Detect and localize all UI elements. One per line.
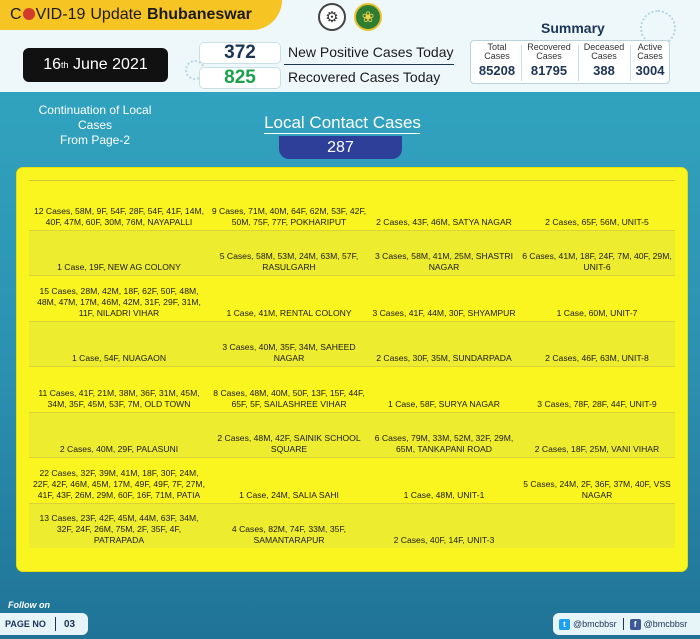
table-cell: 2 Cases, 48M, 42F, SAINIK SCHOOL SQUARE [217,433,361,454]
summary-panel [470,40,670,84]
twitter-handle[interactable]: @bmcbbsr [573,619,617,629]
summary-value: 85208 [478,63,516,78]
table-cell [519,504,675,549]
table-cell: 2 Cases, 43F, 46M, SATYA NAGAR [376,216,512,227]
new-positive-count: 372 [200,43,280,63]
table-cell: 5 Cases, 24M, 2F, 36F, 37M, 40F, VSS NAGAR [523,478,671,500]
summary-label: Cases [484,51,510,61]
facebook-icon[interactable]: f [630,619,641,630]
divider [284,64,454,65]
recovered-label: Recovered Cases Today [288,69,441,85]
social-handles [553,613,700,635]
continuation-note [20,103,170,148]
page-label: PAGE NO [5,619,46,629]
table-cell: 1 Case, 48M, UNIT-1 [403,489,485,500]
table-cell: 22 Cases, 32F, 39M, 41M, 18F, 30F, 24M, 22F, 42F, 46M, 45M, 17M, 49F, 49F, 7F, 27M, 41F, 43F, 26M, 29M, 60F, 16F, 71M, PATIA [33,467,205,500]
table-cell: 15 Cases, 28M, 42M, 18F, 62F, 50F, 48M, 48M, 47M, 17M, 46M, 42M, 31F, 29F, 31M, 11F, NILADRI VIHAR [37,285,201,318]
table-row [29,504,675,549]
table-cell: 12 Cases, 58M, 9F, 54F, 28F, 54F, 41F, 14M, 40F, 47M, 60F, 30M, 76M, NAYAPALLI [33,205,205,227]
table-cell: 3 Cases, 78F, 28F, 44F, UNIT-9 [537,398,657,409]
title-city: Bhubaneswar [146,6,252,23]
table-row [29,458,675,503]
facebook-handle[interactable]: @bmcbbsr [643,619,688,629]
title-banner [0,0,282,30]
page-number-box [0,613,88,635]
summary-recovered [523,43,575,78]
summary-total [475,43,519,78]
divider [630,45,631,81]
summary-value: 81795 [530,63,568,78]
table-cell: 11 Cases, 41F, 21M, 38M, 36F, 31M, 45M, 34M, 35F, 45M, 53F, 7M, OLD TOWN [38,387,200,409]
table-row [29,413,675,458]
date-badge [23,48,168,82]
table-cell: 2 Cases, 65F, 56M, UNIT-5 [545,216,649,227]
table-cell: 1 Case, 19F, NEW AG COLONY [57,262,181,272]
cases-table [29,185,675,548]
summary-label: Cases [637,51,663,61]
summary-value: 3004 [635,63,665,78]
table-row [29,231,675,276]
summary-deceased [580,43,628,78]
virus-icon [23,8,35,20]
summary-label: Recovered [527,42,571,52]
summary-value: 388 [593,63,615,78]
table-cell: 2 Cases, 30F, 35M, SUNDARPADA [376,353,512,363]
continuation-line2: From Page-2 [59,133,131,147]
table-cell: 6 Cases, 79M, 33M, 52M, 32F, 29M, 65M, TANKAPANI ROAD [374,433,514,454]
table-cell: 4 Cases, 82M, 74F, 33M, 35F, SAMANTARAPUR [231,524,347,545]
table-cell: 8 Cases, 48M, 40M, 50F, 13F, 15F, 44F, 65F, 5F, SAILASHREE VIHAR [213,387,365,409]
table-cell: 13 Cases, 23F, 42F, 45M, 44M, 63F, 34M, 32F, 24F, 26M, 75M, 2F, 35F, 4F, PATRAPADA [39,513,199,545]
table-cell: 2 Cases, 18F, 25M, VANI VIHAR [534,444,660,454]
table-cell: 9 Cases, 71M, 40M, 64F, 62M, 53F, 42F, 50M, 75F, 77F, POKHARIPUT [211,205,367,227]
divider [264,133,420,134]
date-day: 16 [43,56,62,73]
table-cell: 3 Cases, 58M, 41M, 25M, SHASTRI NAGAR [374,251,514,272]
local-cases-count: 287 [279,136,402,159]
summary-label: Total [487,42,507,52]
table-cell: 5 Cases, 58M, 53M, 24M, 63M, 57F, RASULGARH [219,251,359,272]
table-row [29,185,675,230]
summary-label: Deceased [583,42,625,52]
divider [623,618,624,630]
cases-panel [17,168,687,571]
table-cell: 2 Cases, 46F, 63M, UNIT-8 [545,353,649,363]
table-cell: 1 Case, 58F, SURYA NAGAR [388,398,500,409]
summary-label: Cases [536,51,562,61]
summary-label: Cases [591,51,617,61]
summary-label: Active [637,42,663,52]
date-rest: June 2021 [68,56,148,73]
summary-active [632,43,668,78]
title-covid: C VID-19 [10,6,86,23]
table-row [29,322,675,367]
table-cell: 2 Cases, 40F, 14F, UNIT-3 [393,535,495,545]
summary-title: Summary [541,20,605,36]
follow-on-label: Follow on [8,600,50,610]
divider [578,45,579,81]
local-cases-title: Local Contact Cases [264,113,421,132]
table-row [29,367,675,412]
date-suffix: th [61,60,69,70]
table-cell: 2 Cases, 40M, 29F, PALASUNI [59,444,179,454]
table-cell: 3 Cases, 41F, 44M, 30F, SHYAMPUR [372,307,516,318]
continuation-line1: Continuation of Local Cases [38,103,152,132]
odisha-govt-emblem-icon: ⚙ [318,3,346,31]
twitter-icon[interactable]: t [559,619,570,630]
divider [521,45,522,81]
divider [29,180,675,181]
table-cell: 3 Cases, 40M, 35F, 34M, SAHEED NAGAR [222,342,356,363]
page-number: 03 [64,618,76,630]
new-positive-label: New Positive Cases Today [288,44,454,60]
header [0,0,700,92]
table-row [29,276,675,321]
table-cell: 1 Case, 54F, NUAGAON [71,353,167,363]
table-cell: 1 Case, 41M, RENTAL COLONY [226,307,352,318]
table-cell: 6 Cases, 41M, 18F, 24F, 7M, 40F, 29M, UNIT-6 [522,251,672,272]
table-cell: 1 Case, 24M, SALIA SAHI [239,489,339,500]
title-update: Update [90,6,142,23]
recovered-count: 825 [200,68,280,88]
table-cell: 1 Case, 60M, UNIT-7 [556,307,638,318]
bmc-logo-icon: ❀ [354,3,382,31]
